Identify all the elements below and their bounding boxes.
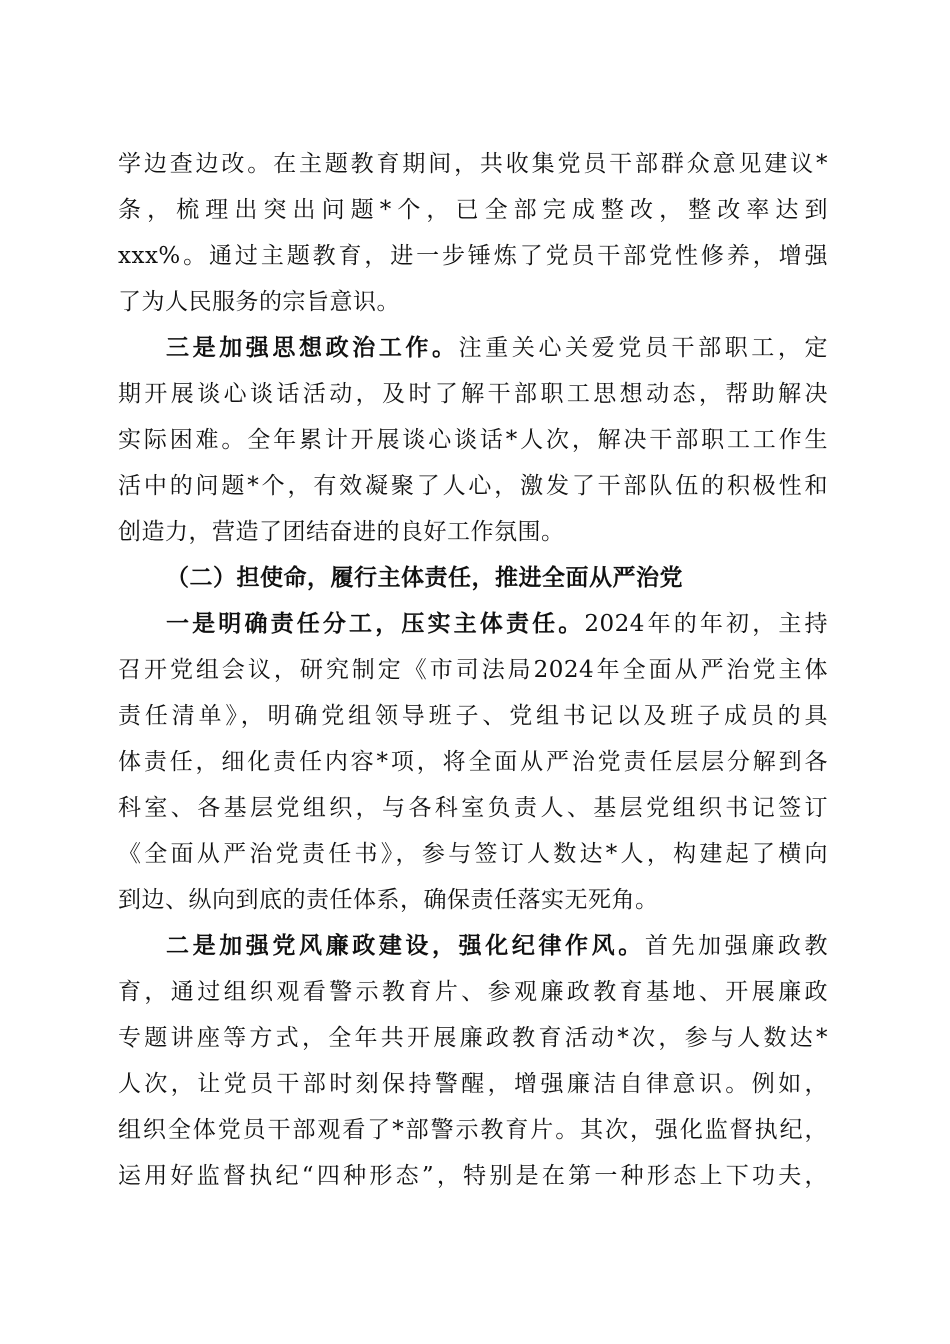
text-line: [118, 325, 828, 371]
paragraph-lead: 二是加强党风廉政建设，强化纪律作风。: [166, 932, 645, 959]
text-line: 创造力，营造了团结奋进的良好工作氛围。: [118, 519, 565, 545]
text-line: 实际困难。全年累计开展谈心谈话*人次，解决干部职工工作生: [118, 427, 828, 453]
paragraph-4: [118, 923, 828, 1199]
text-line: 条，梳理出突出问题*个，已全部完成整改，整改率达到: [118, 197, 828, 223]
text-line: 育，通过组织观看警示教育片、参观廉政教育基地、开展廉政: [118, 979, 828, 1005]
paragraph-lead: 三是加强思想政治工作。: [166, 334, 459, 361]
text-line: 专题讲座等方式，全年共开展廉政教育活动*次，参与人数达*: [118, 1025, 828, 1051]
text-line: 责任清单》，明确党组领导班子、党组书记以及班子成员的具: [118, 703, 828, 729]
paragraph-2: [118, 325, 828, 555]
text-run: 注重关心关爱党员干部职工，定: [458, 335, 829, 361]
text-line: 召开党组会议，研究制定《市司法局2024年全面从严治党主体: [118, 657, 828, 683]
text-line: 了为人民服务的宗旨意识。: [118, 289, 400, 315]
paragraph-3: [118, 601, 828, 923]
text-line: 人次，让党员干部时刻保持警醒，增强廉洁自律意识。例如，: [118, 1071, 828, 1097]
paragraph-lead: 一是明确责任分工，压实主体责任。: [166, 610, 585, 637]
text-line: xxx%。通过主题教育，进一步锤炼了党员干部党性修养，增强: [118, 243, 828, 269]
paragraph-1: [118, 141, 828, 325]
text-line: 组织全体党员干部观看了*部警示教育片。其次，强化监督执纪，: [118, 1117, 828, 1143]
text-line: 体责任，细化责任内容*项，将全面从严治党责任层层分解到各: [118, 749, 828, 775]
text-run: 2024年的年初，主持: [584, 611, 828, 637]
text-line: 《全面从严治党责任书》，参与签订人数达*人，构建起了横向: [118, 841, 828, 867]
text-line: 期开展谈心谈话活动，及时了解干部职工思想动态，帮助解决: [118, 381, 828, 407]
text-line: 运用好监督执纪“四种形态”，特别是在第一种形态上下功夫，: [118, 1163, 828, 1189]
section-heading: （二）担使命，履行主体责任，推进全面从严治党: [166, 564, 683, 591]
text-line: 到边、纵向到底的责任体系，确保责任落实无死角。: [118, 887, 659, 913]
text-line: 学边查边改。在主题教育期间，共收集党员干部群众意见建议*: [118, 151, 828, 177]
text-line: [118, 923, 828, 969]
text-line: [118, 601, 828, 647]
document-body: [118, 141, 828, 1199]
text-line: 活中的问题*个，有效凝聚了人心，激发了干部队伍的积极性和: [118, 473, 828, 499]
text-run: 首先加强廉政教: [644, 933, 829, 959]
text-line: 科室、各基层党组织，与各科室负责人、基层党组织书记签订: [118, 795, 828, 821]
